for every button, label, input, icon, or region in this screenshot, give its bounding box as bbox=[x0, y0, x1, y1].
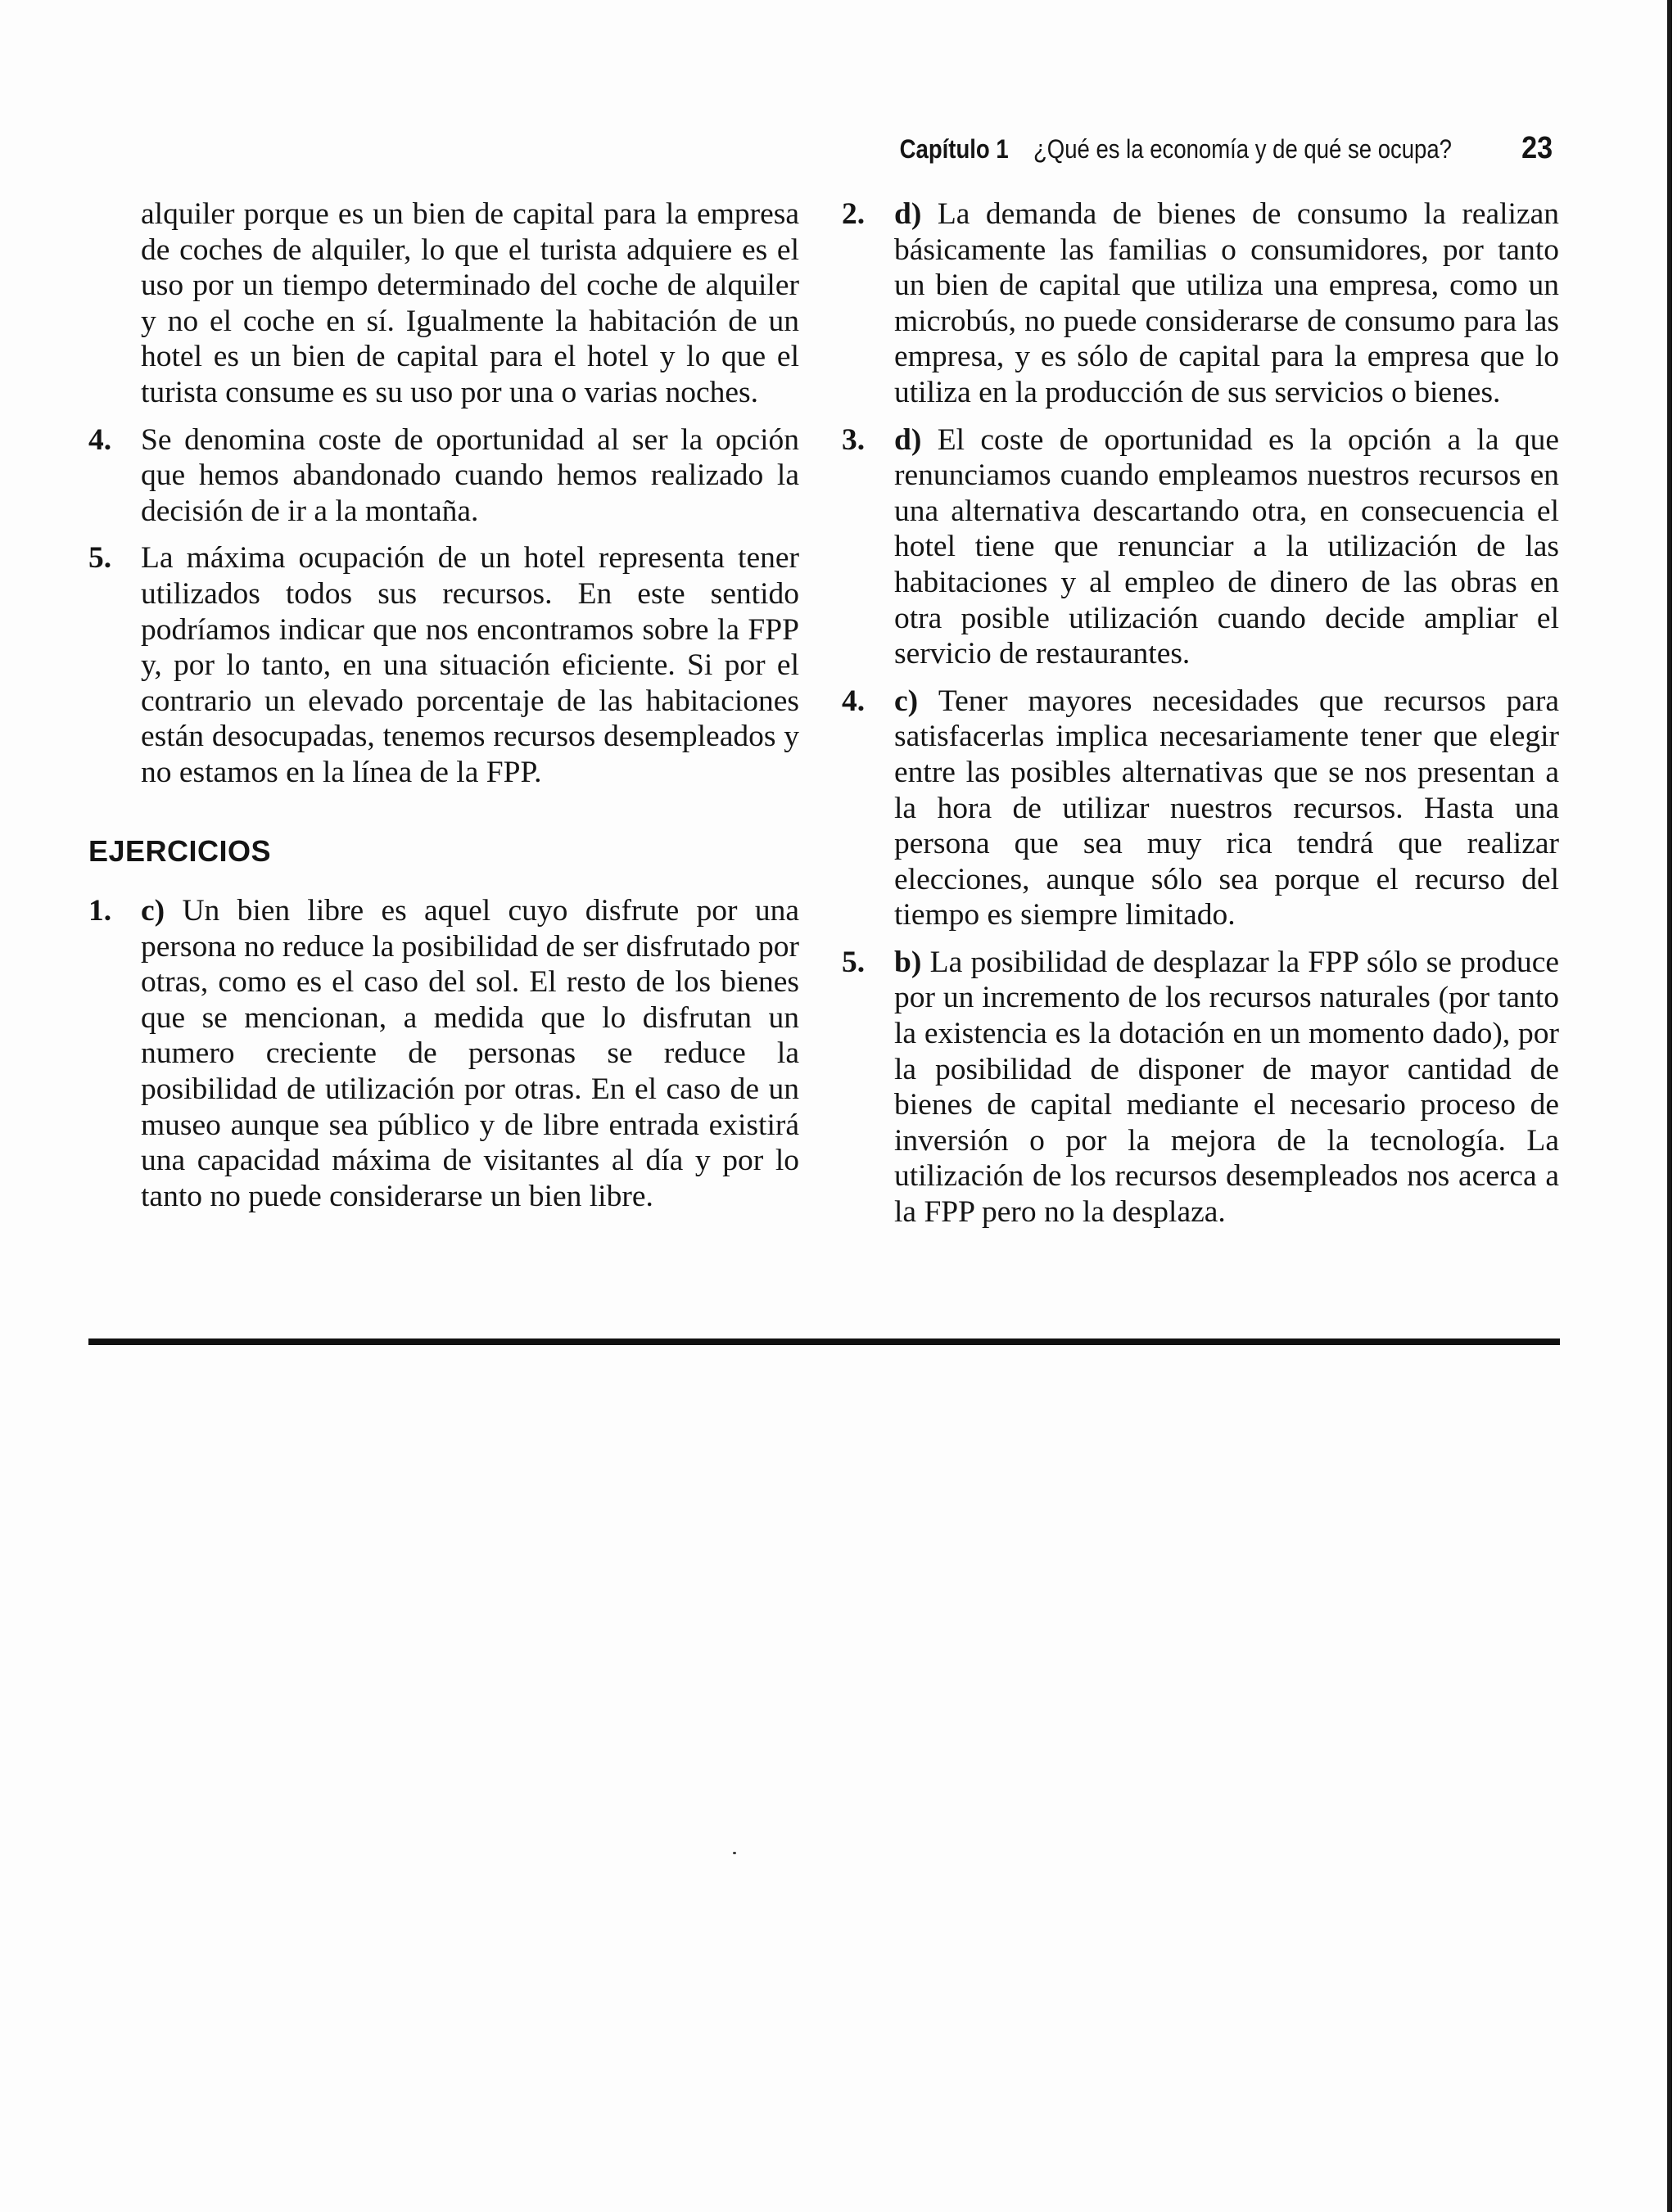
item-number: 5. bbox=[88, 541, 112, 576]
answer-letter: b) bbox=[894, 945, 930, 979]
item-text: La máxima ocupación de un hotel representa tener utilizados todos sus recursos. En este sentido podríamos indicar que nos encontramos sobre la FPP y, por lo tanto, en una situación eficiente. Si por el contrario un elevado porcentaje de las habitaciones están desocupadas, tenemos recursos desempleados y no estamos en la línea de la FPP. bbox=[141, 541, 799, 789]
exercise-item-1 bbox=[88, 893, 799, 1214]
exercise-item-5 bbox=[842, 945, 1559, 1230]
exercise-item-3 bbox=[842, 422, 1559, 672]
scan-edge-line bbox=[1667, 0, 1672, 2212]
answer-letter: d) bbox=[894, 422, 938, 457]
item-number: 3. bbox=[842, 422, 866, 457]
chapter-label: Capítulo 1 bbox=[899, 134, 1009, 164]
answer-letter: c) bbox=[141, 894, 183, 928]
item-text: El coste de oportunidad es la opción a la que renunciamos cuando empleamos nuestros recursos en una alternativa descartando otra, en consecuencia el hotel tiene que renunciar a la utilización de las habitaciones y al empleo de dinero de las obras en otra posible utilización cuando decide ampliar el servicio de restaurantes. bbox=[894, 422, 1559, 671]
exercise-item-2 bbox=[842, 196, 1559, 411]
item-text: Se denomina coste de oportunidad al ser la opción que hemos abandonado cuando hemos realizado la decisión de ir a la montaña. bbox=[141, 422, 799, 528]
item-text: La demanda de bienes de consumo la realizan básicamente las familias o consumidores, por tanto un bien de capital que utiliza una empresa, como un microbús, no puede considerarse de consumo para las empresa, y es sólo de capital para la empresa que lo utiliza en la producción de sus servicios o bienes. bbox=[894, 197, 1560, 409]
item-number: 4. bbox=[842, 684, 866, 718]
item-text: Un bien libre es aquel cuyo disfrute por una persona no reduce la posibilidad de ser disfrutado por otras, como es el caso del sol. El resto de los bienes que se mencionan, a medida que lo disfrutan un numero creciente de personas se reduce la posibilidad de utilización por otras. En el caso de un museo aunque sea público y de libre entrada existirá una capacidad máxima de visitantes al día y por lo tanto no puede considerarse un bien libre. bbox=[141, 894, 799, 1213]
page-number: 23 bbox=[1521, 131, 1553, 165]
left-column bbox=[88, 196, 799, 1226]
item-number: 4. bbox=[88, 422, 112, 457]
running-header bbox=[882, 131, 1554, 166]
answer-letter: d) bbox=[894, 197, 938, 231]
item-number: 2. bbox=[842, 197, 866, 231]
answer-item-4 bbox=[88, 422, 799, 530]
scan-speck bbox=[733, 1852, 736, 1854]
chapter-title: ¿Qué es la economía y de qué se ocupa? bbox=[1033, 134, 1452, 164]
exercise-item-4 bbox=[842, 684, 1559, 933]
answer-item-5 bbox=[88, 540, 799, 790]
section-title: EJERCICIOS bbox=[88, 833, 272, 868]
answer-letter: c) bbox=[894, 684, 938, 718]
item-number: 5. bbox=[842, 945, 866, 979]
item-text: Tener mayores necesidades que recursos para satisfacerlas implica necesariamente tener que elegir entre las posibles alternativas que se nos presentan a la hora de utilizar nuestros recursos. Hasta una persona que sea muy rica tendrá que realizar elecciones, aunque sólo sea porque el recurso del tiempo es siempre limitado. bbox=[894, 684, 1559, 932]
continuation-paragraph: alquiler porque es un bien de capital para la empresa de coches de alquiler, lo que el turista adquiere es el uso por un tiempo determinado del coche de alquiler y no el coche en sí. Igualmente la habitación de un hotel es un bien de capital para el hotel y lo que el turista consume es su uso por una o varias noches. bbox=[141, 197, 799, 409]
item-number: 1. bbox=[88, 894, 112, 928]
item-text: La posibilidad de desplazar la FPP sólo se produce por un incremento de los recursos naturales (por tanto la existencia es la dotación en un momento dado), por la posibilidad de disponer de mayor cantidad de bienes de capital mediante el necesario proceso de inversión o por la mejora de la tecnología. La utilización de los recursos desempleados nos acerca a la FPP pero no la desplaza. bbox=[894, 945, 1560, 1230]
bottom-rule bbox=[88, 1338, 1560, 1345]
right-column bbox=[842, 196, 1559, 1242]
